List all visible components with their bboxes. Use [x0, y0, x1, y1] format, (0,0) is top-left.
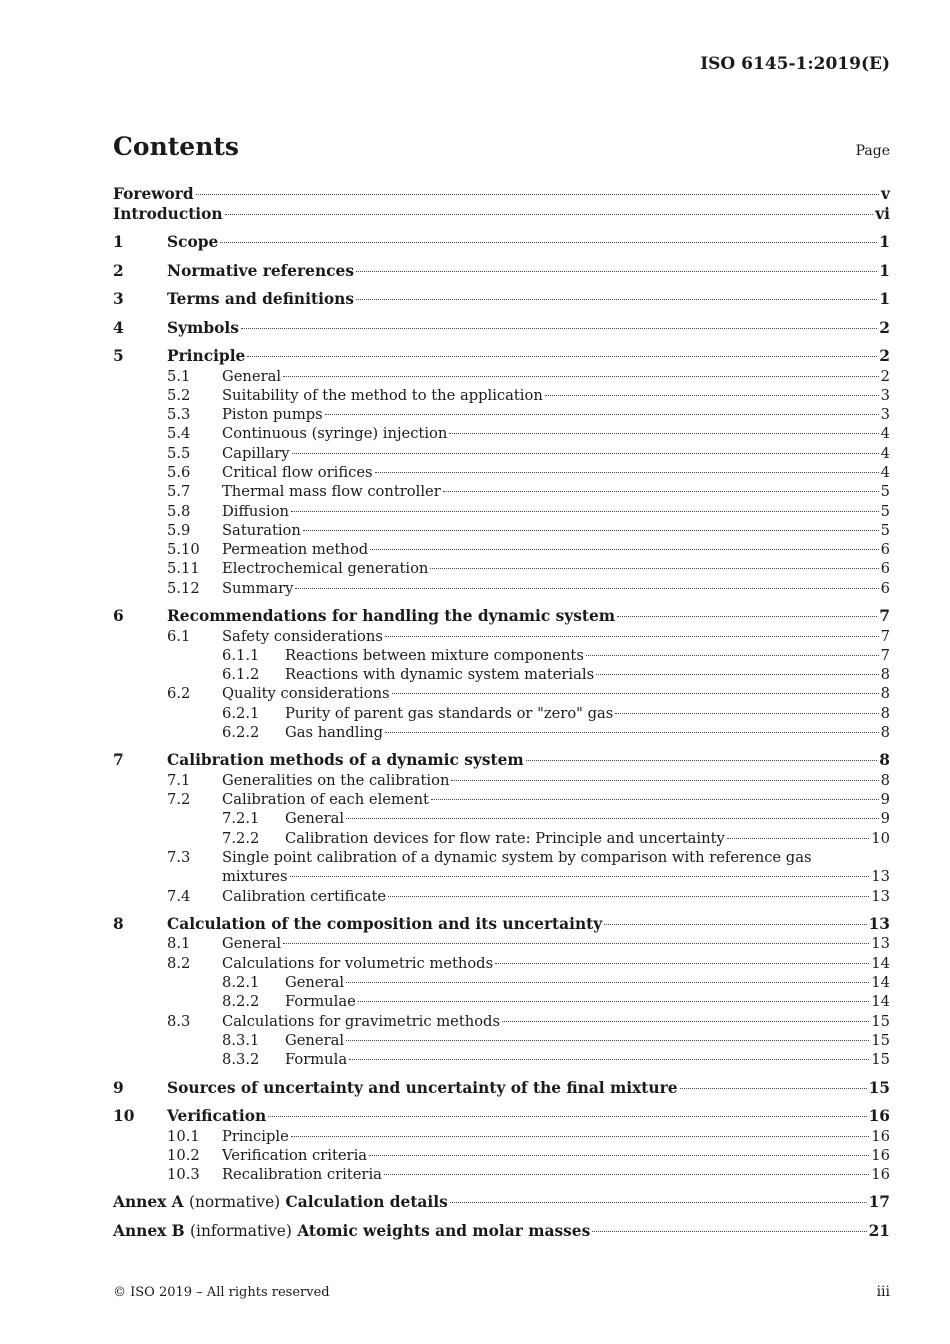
- dot-leader: [303, 530, 879, 531]
- toc-entry-number: 4: [113, 318, 124, 337]
- toc-entry-title: Summary: [222, 579, 294, 597]
- dot-leader: [385, 636, 879, 637]
- toc-entry[interactable]: [113, 559, 890, 578]
- toc-entry-number: 5.12: [167, 579, 200, 597]
- dot-leader: [592, 1231, 866, 1232]
- toc-entry-page: 8: [880, 685, 890, 703]
- toc-entry-number: 5.5: [167, 444, 191, 462]
- dot-leader: [292, 453, 879, 454]
- toc-entry-number: 8.2.1: [222, 974, 260, 992]
- toc-entry-title: Calibration of each element: [222, 791, 429, 809]
- toc-entry-number: 7.1: [167, 771, 191, 789]
- toc-entry-number: 5.9: [167, 521, 191, 539]
- toc-entry-page: 2: [879, 347, 890, 365]
- toc-entry-number: 6.2.1: [222, 704, 260, 722]
- toc-entry-number: 5.8: [167, 502, 191, 520]
- toc-entry[interactable]: [113, 1165, 890, 1184]
- toc-entry-page: 14: [871, 974, 890, 992]
- toc-entry[interactable]: [113, 540, 890, 559]
- dot-leader: [495, 963, 869, 964]
- toc-entry[interactable]: [113, 319, 890, 339]
- toc-entry-number: 8: [113, 914, 124, 933]
- dot-leader: [247, 356, 877, 357]
- toc-entry-title: General: [285, 974, 345, 992]
- toc-entry-page: 8: [880, 724, 890, 742]
- dot-leader: [220, 242, 877, 243]
- toc-entry-page: 7: [879, 607, 890, 626]
- toc-entry-page: 13: [871, 868, 890, 886]
- toc-entry-page: vi: [875, 204, 890, 223]
- toc-entry-page: 13: [871, 887, 890, 905]
- toc-entry-page: 5: [880, 521, 890, 539]
- toc-entry-title: Scope: [167, 233, 219, 251]
- dot-leader: [680, 1088, 867, 1089]
- dot-leader: [346, 1040, 869, 1041]
- toc-entry-page: 1: [879, 290, 890, 308]
- copyright-notice: © ISO 2019 – All rights reserved: [113, 1285, 330, 1300]
- dot-leader: [346, 818, 879, 819]
- dot-leader: [545, 395, 879, 396]
- dot-leader: [375, 472, 879, 473]
- toc-entry[interactable]: [113, 684, 890, 703]
- toc-entry-page: 3: [880, 386, 890, 404]
- toc-entry[interactable]: [113, 482, 890, 501]
- dot-leader: [241, 328, 877, 329]
- toc-entry-title: Calculations for gravimetric methods: [222, 1012, 500, 1030]
- annex-kind: (informative): [190, 1221, 292, 1240]
- toc-entry-title: Generalities on the calibration: [222, 771, 450, 789]
- document-id: ISO 6145-1:2019(E): [700, 54, 890, 74]
- toc-entry[interactable]: [113, 262, 890, 282]
- toc-entry[interactable]: [113, 829, 890, 848]
- toc-annex-entry[interactable]: [113, 1222, 890, 1242]
- toc-entry-page: 14: [871, 993, 890, 1011]
- toc-entry-number: 7.3: [167, 849, 191, 867]
- toc-entry-number: 7: [113, 751, 124, 770]
- toc-entry-number: 5: [113, 347, 124, 365]
- toc-entry-number: 5.2: [167, 386, 191, 404]
- toc-entry-number: 6.1.1: [222, 646, 260, 664]
- toc-entry[interactable]: [113, 887, 890, 906]
- toc-entry-number: 10.2: [167, 1146, 200, 1164]
- toc-entry[interactable]: [113, 954, 890, 973]
- toc-entry-number: 7.2.2: [222, 829, 260, 847]
- toc-entry-number: 5.3: [167, 406, 191, 424]
- toc-entry-title: Introduction: [113, 204, 223, 223]
- annex-title: Atomic weights and molar masses: [297, 1221, 591, 1240]
- toc-entry[interactable]: [113, 848, 890, 867]
- toc-entry-number: 9: [113, 1078, 124, 1097]
- toc-entry[interactable]: [113, 627, 890, 646]
- dot-leader: [384, 1174, 869, 1175]
- toc-entry[interactable]: [113, 1031, 890, 1050]
- toc-entry[interactable]: [113, 205, 890, 225]
- toc-entry-title: Calibration devices for flow rate: Principle and uncertainty: [285, 829, 725, 847]
- toc-entry-number: 10.3: [167, 1166, 200, 1184]
- toc-entry-title: Calculation of the composition and its uncertainty: [167, 914, 603, 933]
- dot-leader: [225, 214, 874, 215]
- dot-leader: [268, 1116, 866, 1117]
- toc-entry-title: [113, 1222, 590, 1242]
- toc-entry[interactable]: [113, 405, 890, 424]
- toc-entry-title: General: [222, 367, 282, 385]
- toc-entry-page: 15: [871, 1051, 890, 1069]
- toc-entry-title: Thermal mass flow controller: [222, 483, 441, 501]
- toc-entry[interactable]: [113, 665, 890, 684]
- toc-entry-title: Reactions between mixture components: [285, 646, 584, 664]
- toc-entry-number: 5.1: [167, 367, 191, 385]
- toc-entry-page: 13: [868, 914, 890, 933]
- toc-entry-page: 1: [879, 233, 890, 251]
- dot-leader: [358, 1001, 870, 1002]
- toc-entry-title: Symbols: [167, 318, 239, 337]
- dot-leader: [451, 780, 878, 781]
- dot-leader: [449, 433, 878, 434]
- toc-entry-title: Continuous (syringe) injection: [222, 425, 448, 443]
- dot-leader: [443, 491, 879, 492]
- dot-leader: [604, 924, 866, 925]
- toc-entry-page: 6: [880, 541, 890, 559]
- toc-entry-page: 16: [868, 1107, 890, 1125]
- dot-leader: [392, 693, 879, 694]
- toc-entry-title: General: [222, 935, 282, 953]
- toc-entry-title: Calibration methods of a dynamic system: [167, 751, 524, 770]
- page-number: iii: [876, 1284, 890, 1300]
- annex-kind: (normative): [188, 1193, 281, 1212]
- dot-leader: [283, 376, 879, 377]
- toc-entry[interactable]: [113, 1146, 890, 1165]
- dot-leader: [617, 616, 877, 617]
- toc-entry-page: 4: [880, 444, 890, 462]
- toc-entry-number: 10.1: [167, 1127, 200, 1145]
- toc-entry[interactable]: [113, 502, 890, 521]
- toc-entry-number: 5.7: [167, 483, 191, 501]
- toc-entry-title: Electrochemical generation: [222, 560, 429, 578]
- dot-leader: [291, 511, 879, 512]
- toc-entry[interactable]: [113, 185, 890, 205]
- toc-entry-title: Critical flow orifices: [222, 463, 373, 481]
- toc-entry-title: General: [285, 810, 345, 828]
- dot-leader: [196, 194, 879, 195]
- dot-leader: [450, 1202, 867, 1203]
- toc-entry[interactable]: [113, 386, 890, 405]
- toc-entry[interactable]: [113, 290, 890, 310]
- toc-entry-page: 6: [880, 579, 890, 597]
- toc-entry-title: Formulae: [285, 993, 356, 1011]
- dot-leader: [430, 568, 878, 569]
- toc-entry-number: 8.2.2: [222, 993, 260, 1011]
- toc-entry-title: Quality considerations: [222, 685, 390, 703]
- toc-entry-title: Safety considerations: [222, 627, 383, 645]
- toc-entry-title: Permeation method: [222, 541, 369, 559]
- toc-entry[interactable]: [113, 1127, 890, 1146]
- toc-entry-page: 21: [868, 1221, 890, 1240]
- toc-entry-page: v: [881, 185, 890, 203]
- toc-entry-page: 10: [871, 829, 890, 847]
- toc-entry[interactable]: [113, 367, 890, 386]
- page-column-label: Page: [855, 143, 890, 159]
- annex-label: Annex B: [113, 1221, 185, 1240]
- toc-entry-page: 8: [880, 771, 890, 789]
- toc-entry-page: 8: [880, 704, 890, 722]
- toc-entry-title: Sources of uncertainty and uncertainty of the final mixture: [167, 1078, 678, 1097]
- toc-entry-page: 3: [880, 406, 890, 424]
- toc-entry-page: 16: [871, 1166, 890, 1184]
- toc-entry-number: 7.4: [167, 887, 191, 905]
- toc-entry-number: 3: [113, 290, 124, 308]
- dot-leader: [586, 655, 879, 656]
- toc-entry-title: Foreword: [113, 185, 194, 203]
- dot-leader: [290, 876, 870, 877]
- toc-entry-page: 15: [871, 1031, 890, 1049]
- toc-entry[interactable]: [113, 1107, 890, 1127]
- toc-entry-title: Recommendations for handling the dynamic system: [167, 607, 616, 626]
- annex-title: Calculation details: [285, 1193, 448, 1212]
- toc-entry-page: 2: [880, 367, 890, 385]
- toc-entry-title: Reactions with dynamic system materials: [285, 666, 595, 684]
- toc-entry[interactable]: [113, 809, 890, 828]
- toc-entry-title: Suitability of the method to the application: [222, 386, 543, 404]
- table-of-contents: [113, 185, 890, 1241]
- toc-entry-page: 2: [879, 318, 890, 337]
- dot-leader: [346, 982, 869, 983]
- toc-entry[interactable]: [113, 646, 890, 665]
- toc-entry-title: Calibration certificate: [222, 887, 387, 905]
- dot-leader: [388, 896, 869, 897]
- dot-leader: [356, 271, 877, 272]
- toc-entry[interactable]: [113, 424, 890, 443]
- toc-entry-number: 8.2: [167, 954, 191, 972]
- toc-entry-number: 6.2: [167, 685, 191, 703]
- toc-entry[interactable]: [113, 751, 890, 771]
- toc-entry[interactable]: [113, 521, 890, 540]
- toc-entry[interactable]: [113, 347, 890, 367]
- dot-leader: [727, 838, 870, 839]
- toc-entry-number: 7.2: [167, 791, 191, 809]
- toc-entry-page: 5: [880, 502, 890, 520]
- toc-entry-number: 6.1: [167, 627, 191, 645]
- toc-entry-title: Calculations for volumetric methods: [222, 954, 494, 972]
- dot-leader: [369, 1155, 869, 1156]
- toc-entry-page: 8: [879, 751, 890, 770]
- toc-entry[interactable]: [113, 973, 890, 992]
- toc-entry-title: Terms and definitions: [167, 290, 355, 308]
- toc-entry-number: 5.6: [167, 463, 191, 481]
- toc-entry[interactable]: [113, 790, 890, 809]
- toc-annex-entry[interactable]: [113, 1193, 890, 1213]
- dot-leader: [502, 1021, 869, 1022]
- dot-leader: [526, 760, 878, 761]
- toc-entry-title-continued: mixtures: [222, 868, 288, 886]
- toc-entry-continuation[interactable]: [113, 867, 890, 886]
- toc-entry-title: [113, 1193, 448, 1213]
- toc-entry-title: Principle: [167, 347, 246, 365]
- toc-entry-number: 8.3.1: [222, 1031, 260, 1049]
- toc-entry-title: Verification criteria: [222, 1146, 368, 1164]
- toc-entry-page: 16: [871, 1146, 890, 1164]
- toc-entry-page: 17: [868, 1193, 890, 1212]
- toc-entry[interactable]: [113, 934, 890, 953]
- dot-leader: [615, 713, 878, 714]
- toc-entry[interactable]: [113, 463, 890, 482]
- toc-entry-page: 8: [880, 666, 890, 684]
- dot-leader: [431, 799, 879, 800]
- toc-entry-title: Formula: [285, 1051, 348, 1069]
- toc-entry-title: General: [285, 1031, 345, 1049]
- toc-entry[interactable]: [113, 992, 890, 1011]
- toc-entry[interactable]: [113, 704, 890, 723]
- toc-entry-number: 7.2.1: [222, 810, 260, 828]
- toc-entry[interactable]: [113, 1050, 890, 1069]
- dot-leader: [596, 674, 879, 675]
- toc-entry-number: 5.4: [167, 425, 191, 443]
- toc-entry[interactable]: [113, 771, 890, 790]
- toc-entry-number: 5.10: [167, 541, 200, 559]
- toc-entry-number: 8.3.2: [222, 1051, 260, 1069]
- toc-entry-title: Purity of parent gas standards or "zero" gas: [285, 704, 614, 722]
- toc-entry-page: 7: [880, 646, 890, 664]
- toc-entry[interactable]: [113, 1012, 890, 1031]
- toc-entry-page: 14: [871, 954, 890, 972]
- toc-entry-title: Recalibration criteria: [222, 1166, 382, 1184]
- dot-leader: [356, 299, 877, 300]
- page-title: Contents: [113, 132, 240, 161]
- toc-entry-title: Principle: [222, 1127, 289, 1145]
- dot-leader: [283, 943, 869, 944]
- toc-entry-number: 6.2.2: [222, 724, 260, 742]
- toc-entry-title: Piston pumps: [222, 406, 323, 424]
- toc-entry-page: 9: [880, 791, 890, 809]
- toc-entry-page: 7: [880, 627, 890, 645]
- toc-entry-page: 4: [880, 463, 890, 481]
- toc-entry-page: 16: [871, 1127, 890, 1145]
- toc-entry-page: 4: [880, 425, 890, 443]
- dot-leader: [291, 1136, 870, 1137]
- toc-entry-number: 8.3: [167, 1012, 191, 1030]
- dot-leader: [325, 414, 879, 415]
- toc-entry-page: 5: [880, 483, 890, 501]
- toc-entry-page: 15: [868, 1078, 890, 1097]
- toc-entry[interactable]: [113, 579, 890, 598]
- toc-entry-title: Diffusion: [222, 502, 289, 520]
- dot-leader: [370, 549, 879, 550]
- toc-entry-title: Saturation: [222, 521, 301, 539]
- toc-entry-number: 10: [113, 1107, 135, 1125]
- toc-entry-number: 2: [113, 261, 124, 280]
- toc-entry-number: 1: [113, 233, 124, 251]
- dot-leader: [385, 732, 879, 733]
- toc-entry-number: 5.11: [167, 560, 200, 578]
- toc-entry-title: Verification: [167, 1107, 267, 1125]
- toc-entry-number: 8.1: [167, 935, 191, 953]
- toc-entry-page: 15: [871, 1012, 890, 1030]
- toc-entry-title: Single point calibration of a dynamic system by comparison with reference gas: [222, 849, 812, 867]
- toc-entry[interactable]: [113, 915, 890, 935]
- toc-entry-page: 6: [880, 560, 890, 578]
- toc-entry-page: 9: [880, 810, 890, 828]
- toc-entry-page: 1: [879, 261, 890, 280]
- dot-leader: [295, 588, 878, 589]
- toc-entry[interactable]: [113, 233, 890, 253]
- toc-entry[interactable]: [113, 1079, 890, 1099]
- annex-label: Annex A: [113, 1193, 184, 1212]
- dot-leader: [349, 1059, 869, 1060]
- toc-entry[interactable]: [113, 607, 890, 627]
- toc-entry[interactable]: [113, 444, 890, 463]
- toc-entry-title: Gas handling: [285, 724, 384, 742]
- toc-entry-title: Capillary: [222, 444, 290, 462]
- toc-entry-title: Normative references: [167, 261, 354, 280]
- toc-entry-number: 6.1.2: [222, 666, 260, 684]
- toc-entry-number: 6: [113, 607, 124, 626]
- toc-entry-page: 13: [871, 935, 890, 953]
- toc-entry[interactable]: [113, 723, 890, 742]
